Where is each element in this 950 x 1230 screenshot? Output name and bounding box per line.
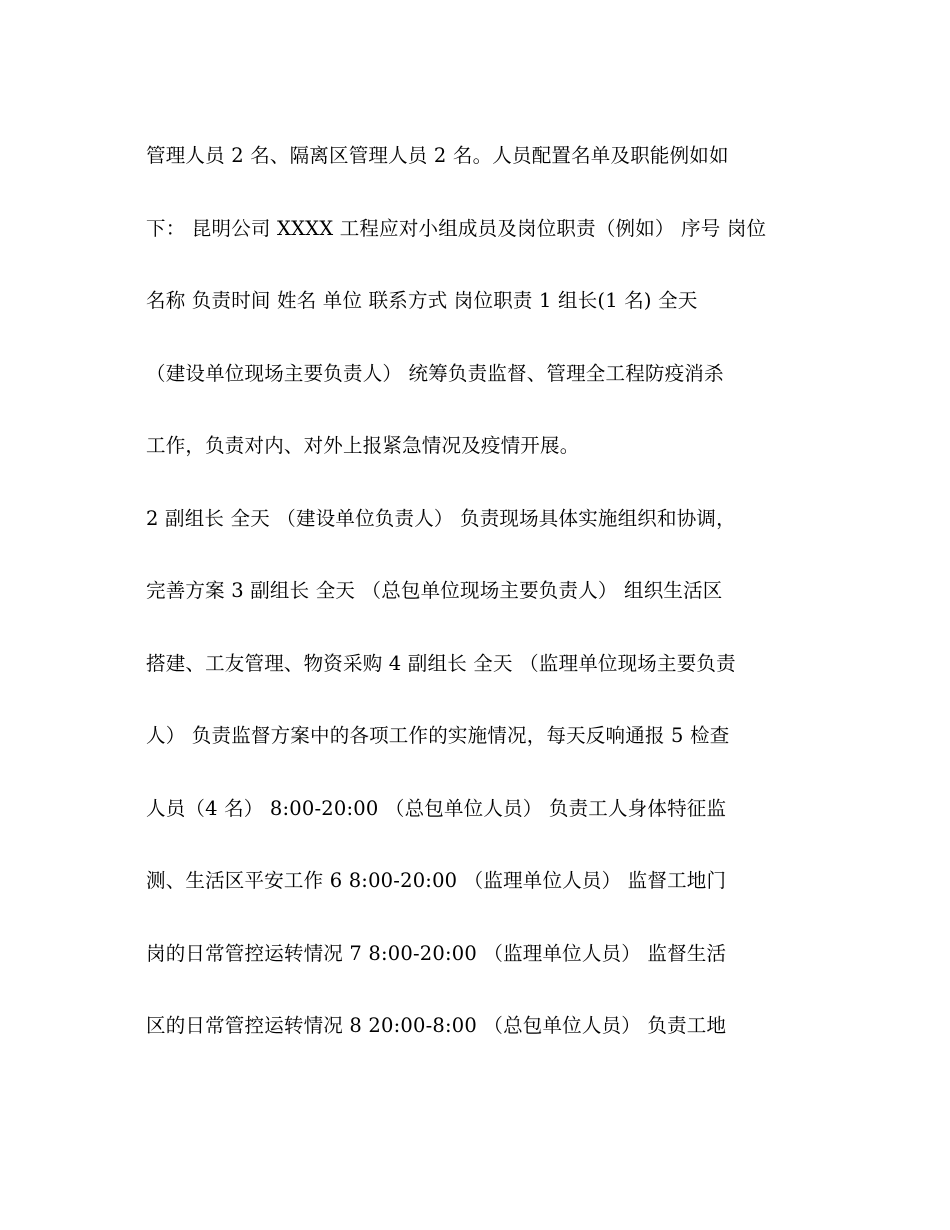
- text-line: 2 副组长 全天 （建设单位负责人） 负责现场具体实施组织和协调，: [146, 506, 736, 530]
- text-line: 管理人员 2 名、隔离区管理人员 2 名。人员配置名单及职能例如如: [146, 144, 729, 167]
- text-line: 完善方案 3 副组长 全天 （总包单位现场主要负责人） 组织生活区: [146, 579, 723, 602]
- text-line: 工作，负责对内、对外上报紧急情况及疫情开展。: [146, 434, 580, 457]
- text-line: 下： 昆明公司 XXXX 工程应对小组成员及岗位职责（例如） 序号 岗位: [146, 216, 767, 240]
- text-line: （建设单位现场主要负责人） 统筹负责监督、管理全工程防疫消杀: [146, 361, 724, 385]
- text-line: 人） 负责监督方案中的各项工作的实施情况，每天反响通报 5 检查: [146, 724, 730, 747]
- text-line: 测、生活区平安工作 6 8:00-20:00 （监理单位人员） 监督工地门: [146, 869, 727, 892]
- text-line: 人员（4 名） 8:00-20:00 （总包单位人员） 负责工人身体特征监: [146, 796, 727, 820]
- text-line: 名称 负责时间 姓名 单位 联系方式 岗位职责 1 组长(1 名) 全天: [146, 289, 698, 312]
- text-line: 区的日常管控运转情况 8 20:00-8:00 （总包单位人员） 负责工地: [146, 1014, 727, 1037]
- text-line: 岗的日常管控运转情况 7 8:00-20:00 （监理单位人员） 监督生活: [146, 941, 727, 965]
- text-line: 搭建、工友管理、物资采购 4 副组长 全天 （监理单位现场主要负责: [146, 651, 736, 675]
- body-text: [146, 136, 806, 1079]
